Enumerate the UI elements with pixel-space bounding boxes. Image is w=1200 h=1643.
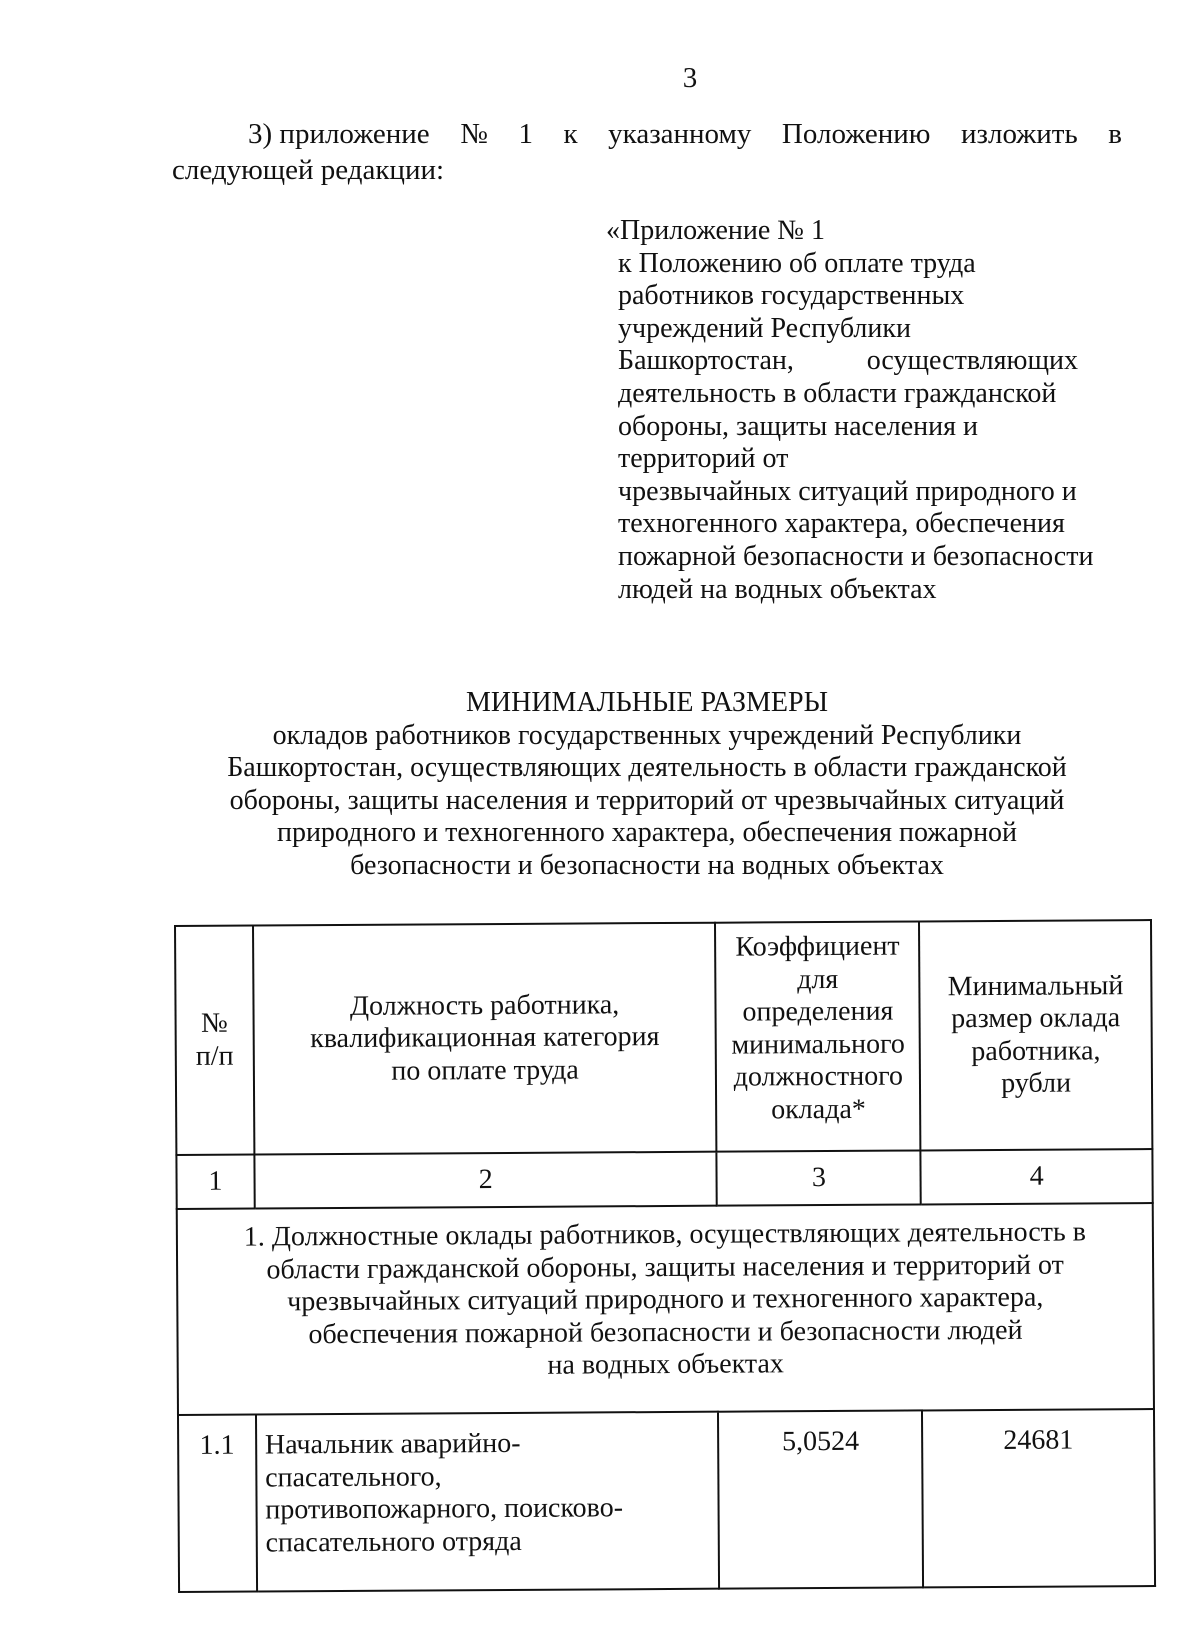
appendix-line: пожарной безопасности и безопасности [618, 540, 1094, 572]
amendment-word: указанному [608, 118, 752, 150]
header-cell-salary: Минимальный размер оклада работника, рубли [919, 920, 1152, 1150]
appendix-line: учреждений Республики [618, 312, 911, 344]
column-number-cell: 1 [176, 1155, 254, 1209]
header-cell-number: № п/п [175, 926, 254, 1155]
section-row [177, 1203, 1154, 1415]
amendment-word: 1 [518, 118, 533, 150]
table-header-row [175, 920, 1152, 1155]
column-number-cell: 4 [921, 1149, 1153, 1204]
row-position-cell: Начальник аварийно- спасательного, противопожарного, поисково- спасательного отряда [256, 1412, 720, 1592]
amendment-word: в [1108, 118, 1122, 150]
appendix-reference [606, 215, 1178, 606]
amendment-continuation: следующей редакции: [172, 154, 445, 186]
title-line: Башкортостан, осуществляющих деятельность в области гражданской [227, 752, 1067, 783]
column-number-cell: 2 [254, 1152, 717, 1209]
document-title [172, 687, 1122, 882]
column-number-cell: 3 [717, 1150, 921, 1205]
appendix-heading: «Приложение № 1 [606, 215, 825, 246]
appendix-line: к Положению об оплате труда [618, 247, 976, 279]
appendix-line: деятельность в области гражданской [618, 377, 1057, 409]
title-main: МИНИМАЛЬНЫЕ РАЗМЕРЫ [465, 687, 829, 718]
column-number-row [176, 1149, 1152, 1209]
title-line: безопасности и безопасности на водных объектах [350, 849, 944, 881]
table-row [178, 1409, 1155, 1592]
salary-table [174, 919, 1156, 1593]
appendix-line: обороны, защиты населения и [618, 410, 978, 442]
header-cell-position: Должность работника, квалификационная категория по оплате труда [253, 923, 717, 1155]
appendix-justified-line [618, 345, 1078, 378]
header-cell-coefficient: Коэффициент для определения минимального должностного оклада* [715, 921, 920, 1151]
amendment-word: Положению [781, 118, 931, 150]
appendix-line: чрезвычайных ситуаций природного и [618, 475, 1077, 507]
row-number-cell: 1.1 [178, 1415, 257, 1592]
amendment-word: к [563, 118, 578, 150]
section-heading-cell: 1. Должностные оклады работников, осуществляющих деятельность в области гражданской обороны, защиты населения и территорий от чрезвычайных ситуаций природного и техногенного характера, обеспечения пожарной безопасности и безопасности людей на водных объектах [177, 1203, 1154, 1415]
row-salary-cell: 24681 [922, 1409, 1155, 1587]
title-line: окладов работников государственных учреждений Республики [272, 719, 1022, 751]
amendment-first-line [172, 116, 1122, 152]
appendix-word: Башкортостан, [618, 345, 794, 377]
page-number: 3 [682, 62, 698, 94]
appendix-word: осуществляющих [866, 345, 1078, 377]
amendment-word: № [460, 118, 488, 150]
amendment-paragraph [172, 116, 1122, 188]
title-line: природного и техногенного характера, обеспечения пожарной [276, 817, 1018, 848]
row-coefficient-cell: 5,0524 [718, 1410, 923, 1588]
appendix-line: людей на водных объектах [618, 573, 937, 605]
appendix-line: техногенного характера, обеспечения [618, 508, 1065, 540]
appendix-line: работников государственных [618, 280, 965, 312]
appendix-line: территорий от [618, 443, 789, 475]
amendment-word: изложить [961, 118, 1078, 150]
amendment-item-text: 3) приложение [248, 118, 430, 150]
title-line: обороны, защиты населения и территорий от чрезвычайных ситуаций [229, 784, 1065, 816]
